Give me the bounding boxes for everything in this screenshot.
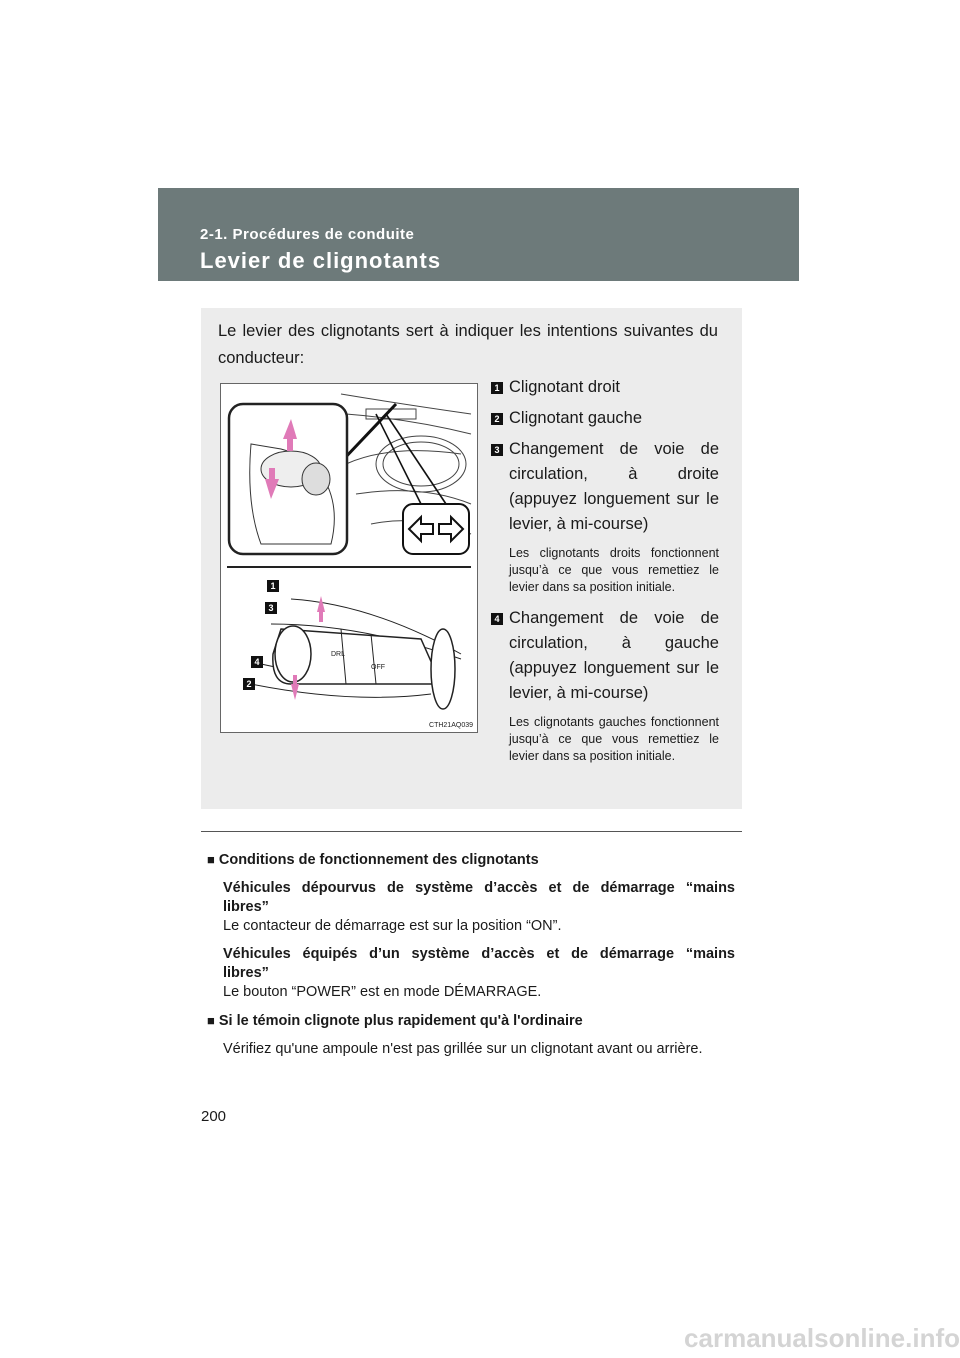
- note-body: [223, 1040, 735, 1059]
- divider: [201, 831, 742, 832]
- item-description: Les clignotants droits fonctionnent jusqu’à ce que vous remettiez le levier dans sa position initiale.: [509, 546, 719, 594]
- callout-1: 1: [270, 581, 276, 591]
- note-heading: [207, 850, 735, 870]
- item-label: Clignotant gauche: [509, 409, 643, 427]
- figure-code: CTH21AQ039: [429, 722, 473, 729]
- svg-text:OFF: OFF: [371, 664, 385, 671]
- note-text: Vérifiez qu'une ampoule n'est pas grillée sur un clignotant avant ou arrière.: [223, 1041, 703, 1057]
- square-bullet-icon: ■: [207, 1013, 215, 1028]
- item-number: 4: [491, 613, 503, 625]
- signal-list: [491, 375, 719, 775]
- lever-drawing: [221, 384, 477, 732]
- note-body: [223, 879, 735, 1002]
- item-number: 3: [491, 444, 503, 456]
- page-number: 200: [201, 1108, 227, 1125]
- item-number: 1: [491, 382, 503, 394]
- condition-title: Véhicules dépourvus de système d’accès et de démarrage “mains libres”: [223, 880, 735, 915]
- note-heading-text: Conditions de fonctionnement des clignotants: [218, 852, 539, 868]
- item-number: 2: [491, 413, 503, 425]
- page-title: Levier de clignotants: [200, 248, 442, 273]
- list-item: [491, 375, 719, 400]
- item-description: Les clignotants gauches fonctionnent jusqu’à ce que vous remettiez le levier dans sa position initiale.: [509, 715, 719, 763]
- condition-text: Le bouton “POWER” est en mode DÉMARRAGE.: [223, 984, 542, 1000]
- list-item: [491, 437, 719, 596]
- svg-text:DRL: DRL: [331, 651, 346, 658]
- note-heading-text: Si le témoin clignote plus rapidement qu'à l'ordinaire: [218, 1013, 583, 1029]
- square-bullet-icon: ■: [207, 852, 215, 867]
- condition-title: Véhicules équipés d’un système d’accès et de démarrage “mains libres”: [223, 946, 735, 981]
- section-label: 2-1. Procédures de conduite: [200, 226, 415, 243]
- intro-text: Le levier des clignotants sert à indiquer les intentions suivantes du conducteur:: [218, 322, 718, 367]
- watermark: carmanualsonline.info: [684, 1323, 960, 1353]
- notes-section: [207, 850, 735, 1068]
- callout-4: 4: [254, 657, 260, 667]
- note-heading: [207, 1011, 735, 1031]
- section-header: [158, 188, 799, 281]
- item-label: Changement de voie de circulation, à droite (appuyez longuement sur le levier, à mi-course): [509, 440, 719, 533]
- callout-2: 2: [246, 679, 252, 689]
- condition-text: Le contacteur de démarrage est sur la position “ON”.: [223, 918, 562, 934]
- list-item: [491, 606, 719, 765]
- list-item: [491, 406, 719, 431]
- callout-3: 3: [268, 603, 274, 613]
- turn-signal-illustration: [220, 383, 478, 733]
- item-label: Clignotant droit: [509, 378, 620, 396]
- item-label: Changement de voie de circulation, à gauche (appuyez longuement sur le levier, à mi-course): [509, 609, 719, 702]
